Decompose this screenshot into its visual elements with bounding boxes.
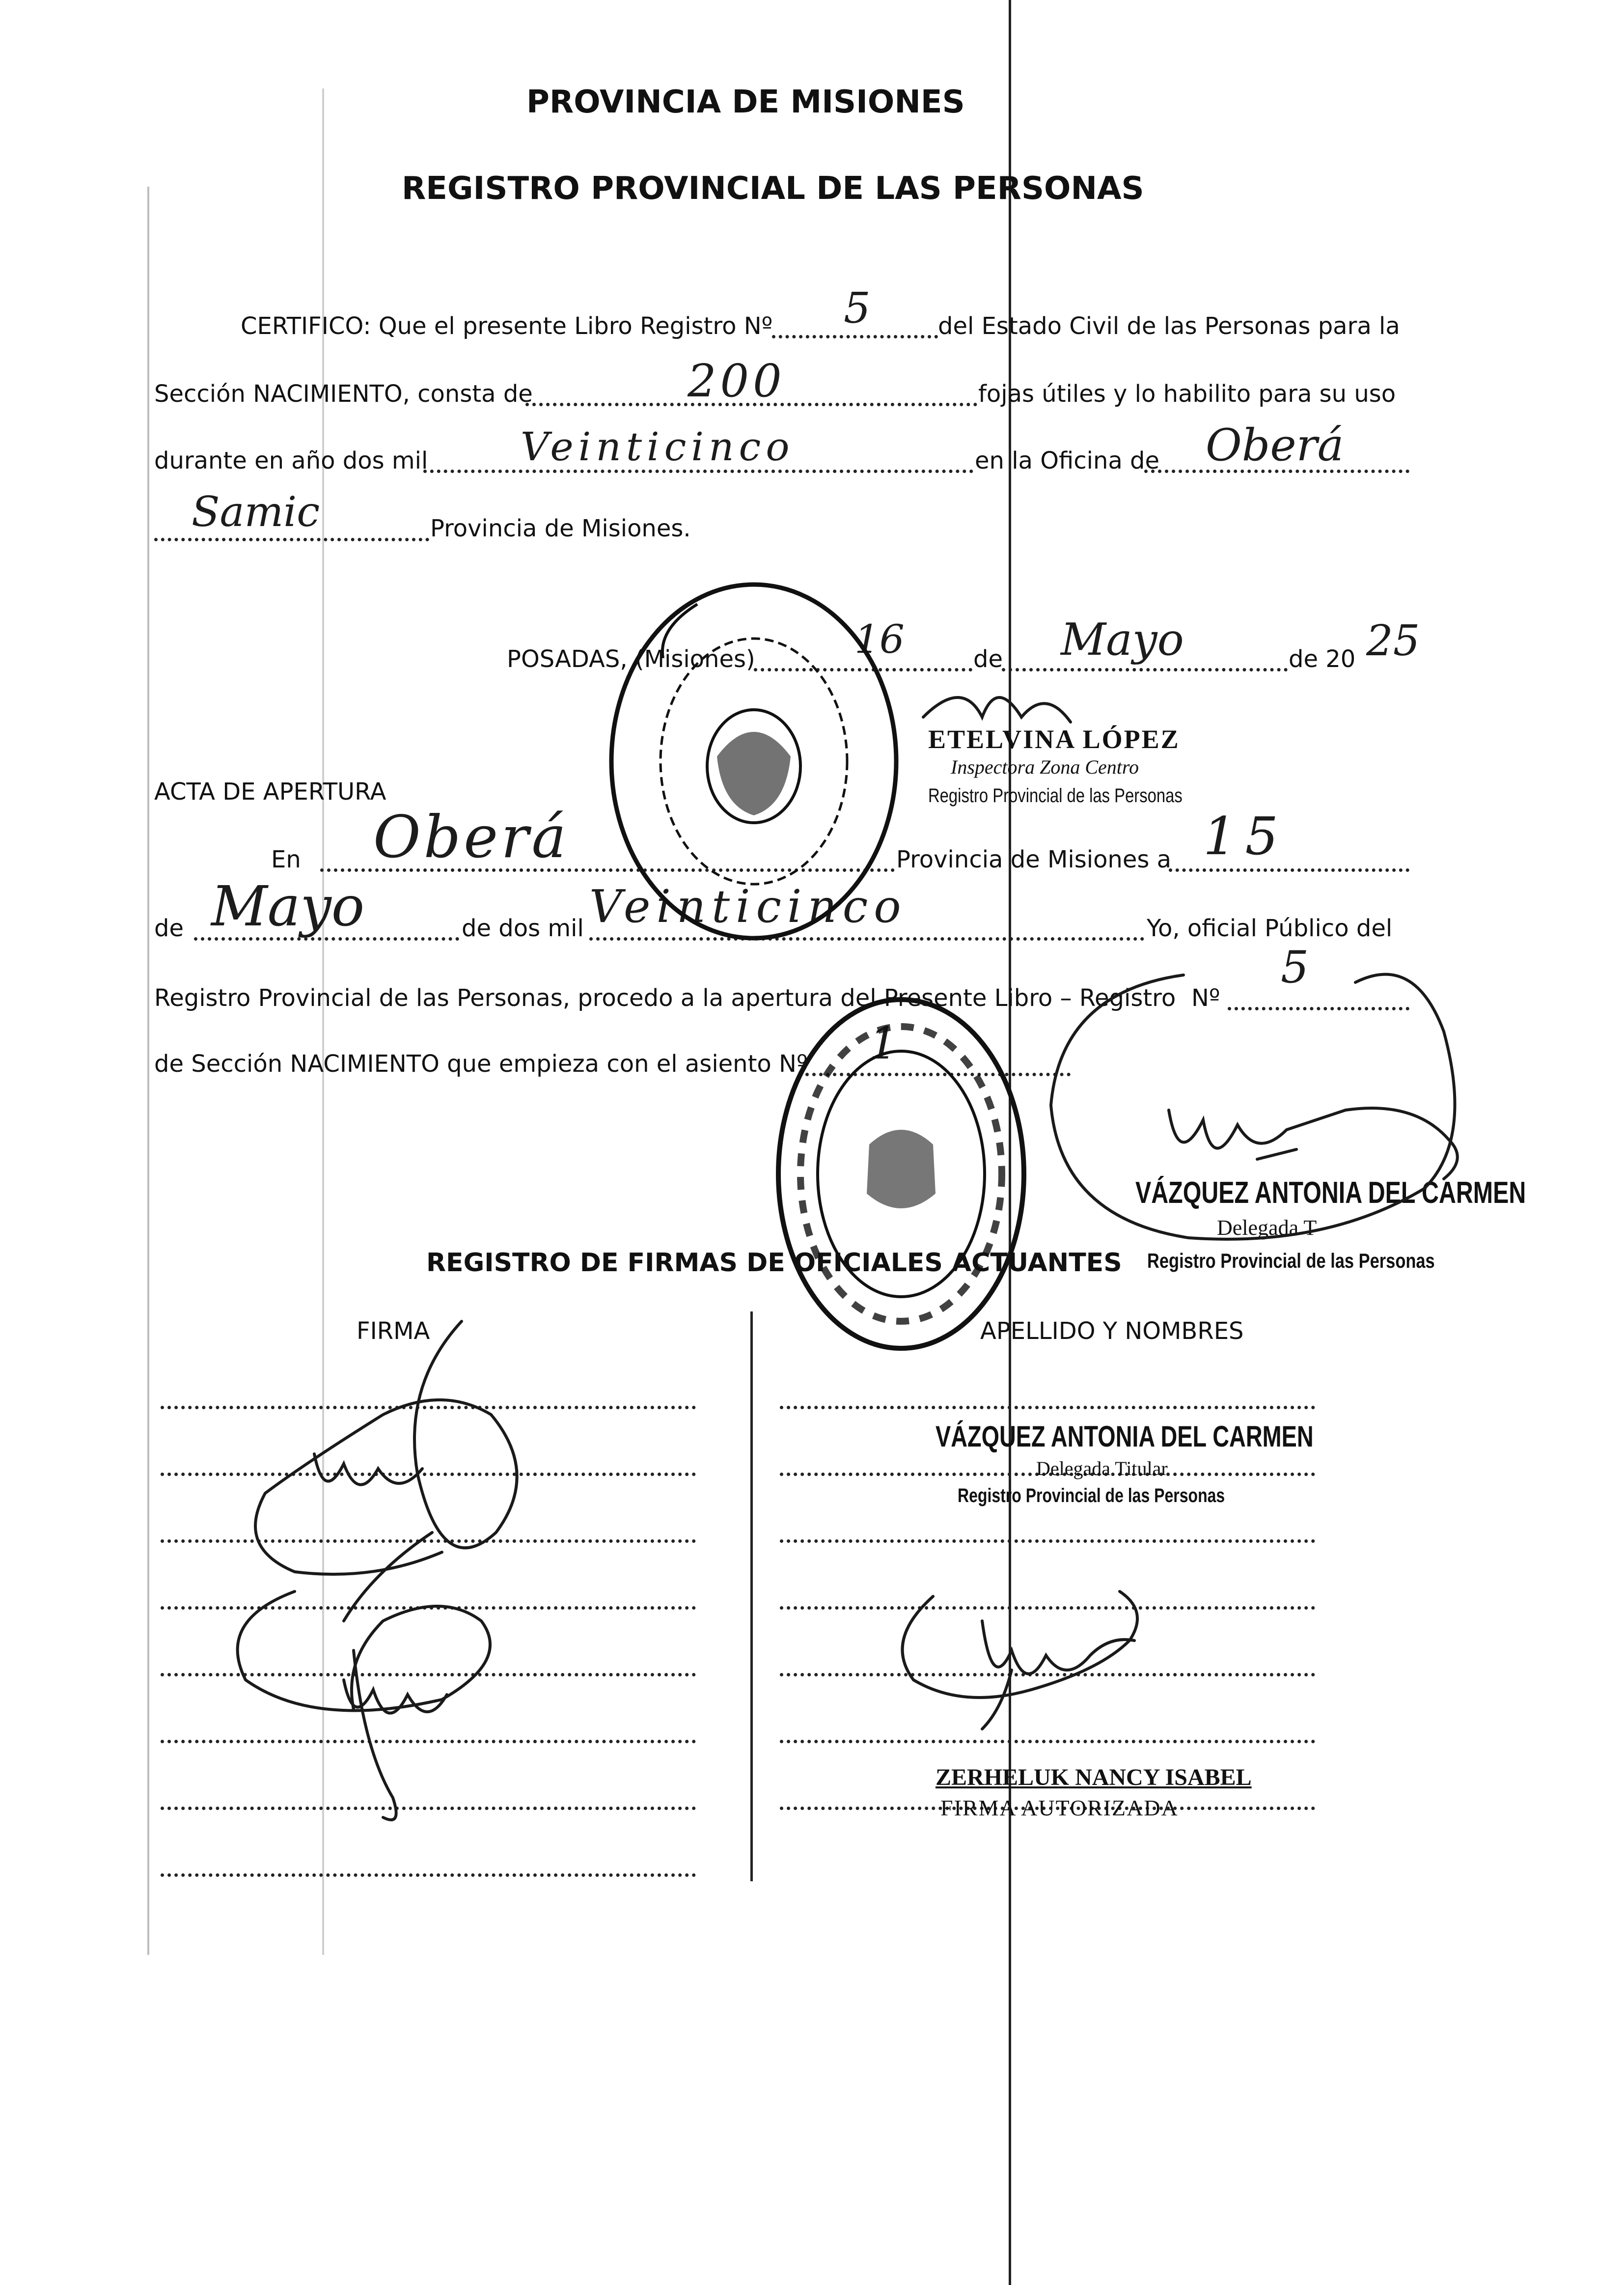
firmas-stamp1-role: Delegada Titular (1036, 1457, 1168, 1479)
cert-localidad-value: Samic (192, 488, 320, 536)
acta-line1-text: En (271, 846, 301, 873)
firmas-stamp1-office: Registro Provincial de las Personas (958, 1485, 1225, 1506)
cert-line3-text: durante en año dos mil (154, 447, 428, 474)
acta-line2-text-b: de dos mil (462, 915, 584, 942)
inspector-role: Inspectora Zona Centro (951, 756, 1139, 778)
cert-oficina-value: Oberá (1206, 419, 1344, 471)
cert-date-de: de (973, 645, 1003, 673)
cert-line3-text-b: en la Oficina de (975, 447, 1160, 474)
acta-dia-value: 15 (1203, 806, 1287, 866)
cert-date-year-value: 25 (1366, 616, 1420, 666)
inspector-name: ETELVINA LÓPEZ (928, 725, 1180, 754)
cert-line1-text: CERTIFICO: Que el presente Libro Registro Nº (241, 312, 773, 340)
acta-line2-text-c: Yo, oficial Público del (1147, 915, 1393, 942)
acta-line4-text: de Sección NACIMIENTO que empieza con el asiento Nº (154, 1050, 808, 1078)
cert-libro-value: 5 (844, 284, 871, 333)
cert-line2-text: Sección NACIMIENTO, consta de (154, 380, 533, 408)
acta-mes-value: Mayo (211, 875, 365, 939)
acta-asiento-value: 1 (869, 1018, 898, 1069)
cert-date-day-value: 16 (854, 616, 905, 662)
acta-line2-text: de (154, 915, 184, 942)
province-title: PROVINCIA DE MISIONES (526, 84, 965, 120)
acta-lugar-value: Oberá (373, 803, 569, 871)
inspector-office: Registro Provincial de las Personas (928, 785, 1183, 807)
signatures-heading: REGISTRO DE FIRMAS DE OFICIALES ACTUANTES (426, 1248, 1122, 1278)
delegate-role: Delegada T (1217, 1216, 1317, 1240)
delegate-name: VÁZQUEZ ANTONIA DEL CARMEN (1135, 1176, 1526, 1210)
acta-heading: ACTA DE APERTURA (154, 778, 386, 806)
firmas-stamp1-name: VÁZQUEZ ANTONIA DEL CARMEN (936, 1420, 1314, 1453)
cert-date-text: POSADAS, (Misiones) (507, 645, 755, 673)
seal-delegacion-samic (778, 1000, 1024, 1348)
acta-registro-value: 5 (1281, 942, 1309, 993)
cert-date-month-value: Mayo (1061, 614, 1184, 666)
acta-line1-text-b: Provincia de Misiones a (896, 846, 1172, 873)
cert-line1-text-b: del Estado Civil de las Personas para la (938, 312, 1400, 340)
cert-date-de20: de 20 (1289, 645, 1356, 673)
seal-direccion-general (611, 585, 896, 938)
col-firma-label: FIRMA (357, 1317, 430, 1345)
col-nombres-label: APELLIDO Y NOMBRES (980, 1317, 1244, 1345)
firmas-stamp2-name: ZERHELUK NANCY ISABEL (936, 1764, 1252, 1790)
cert-line2-text-b: fojas útiles y lo habilito para su uso (978, 380, 1396, 408)
cert-fojas-value: 200 (688, 355, 786, 407)
firmas-stamp2-role: FIRMA AUTORIZADA (940, 1795, 1179, 1820)
cert-line4-text: Provincia de Misiones. (430, 515, 691, 542)
registry-title: REGISTRO PROVINCIAL DE LAS PERSONAS (402, 170, 1144, 207)
cert-anio-value: Veinticinco (521, 424, 795, 470)
acta-anio-value: Veinticinco (589, 880, 907, 933)
delegate-office: Registro Provincial de las Personas (1147, 1249, 1435, 1272)
handwritten-signatures (238, 697, 1458, 1820)
acta-line3-nro: Nº (1191, 984, 1220, 1012)
acta-line3-text: Registro Provincial de las Personas, procedo a la apertura del Presente Libro – Registro (154, 984, 1176, 1012)
